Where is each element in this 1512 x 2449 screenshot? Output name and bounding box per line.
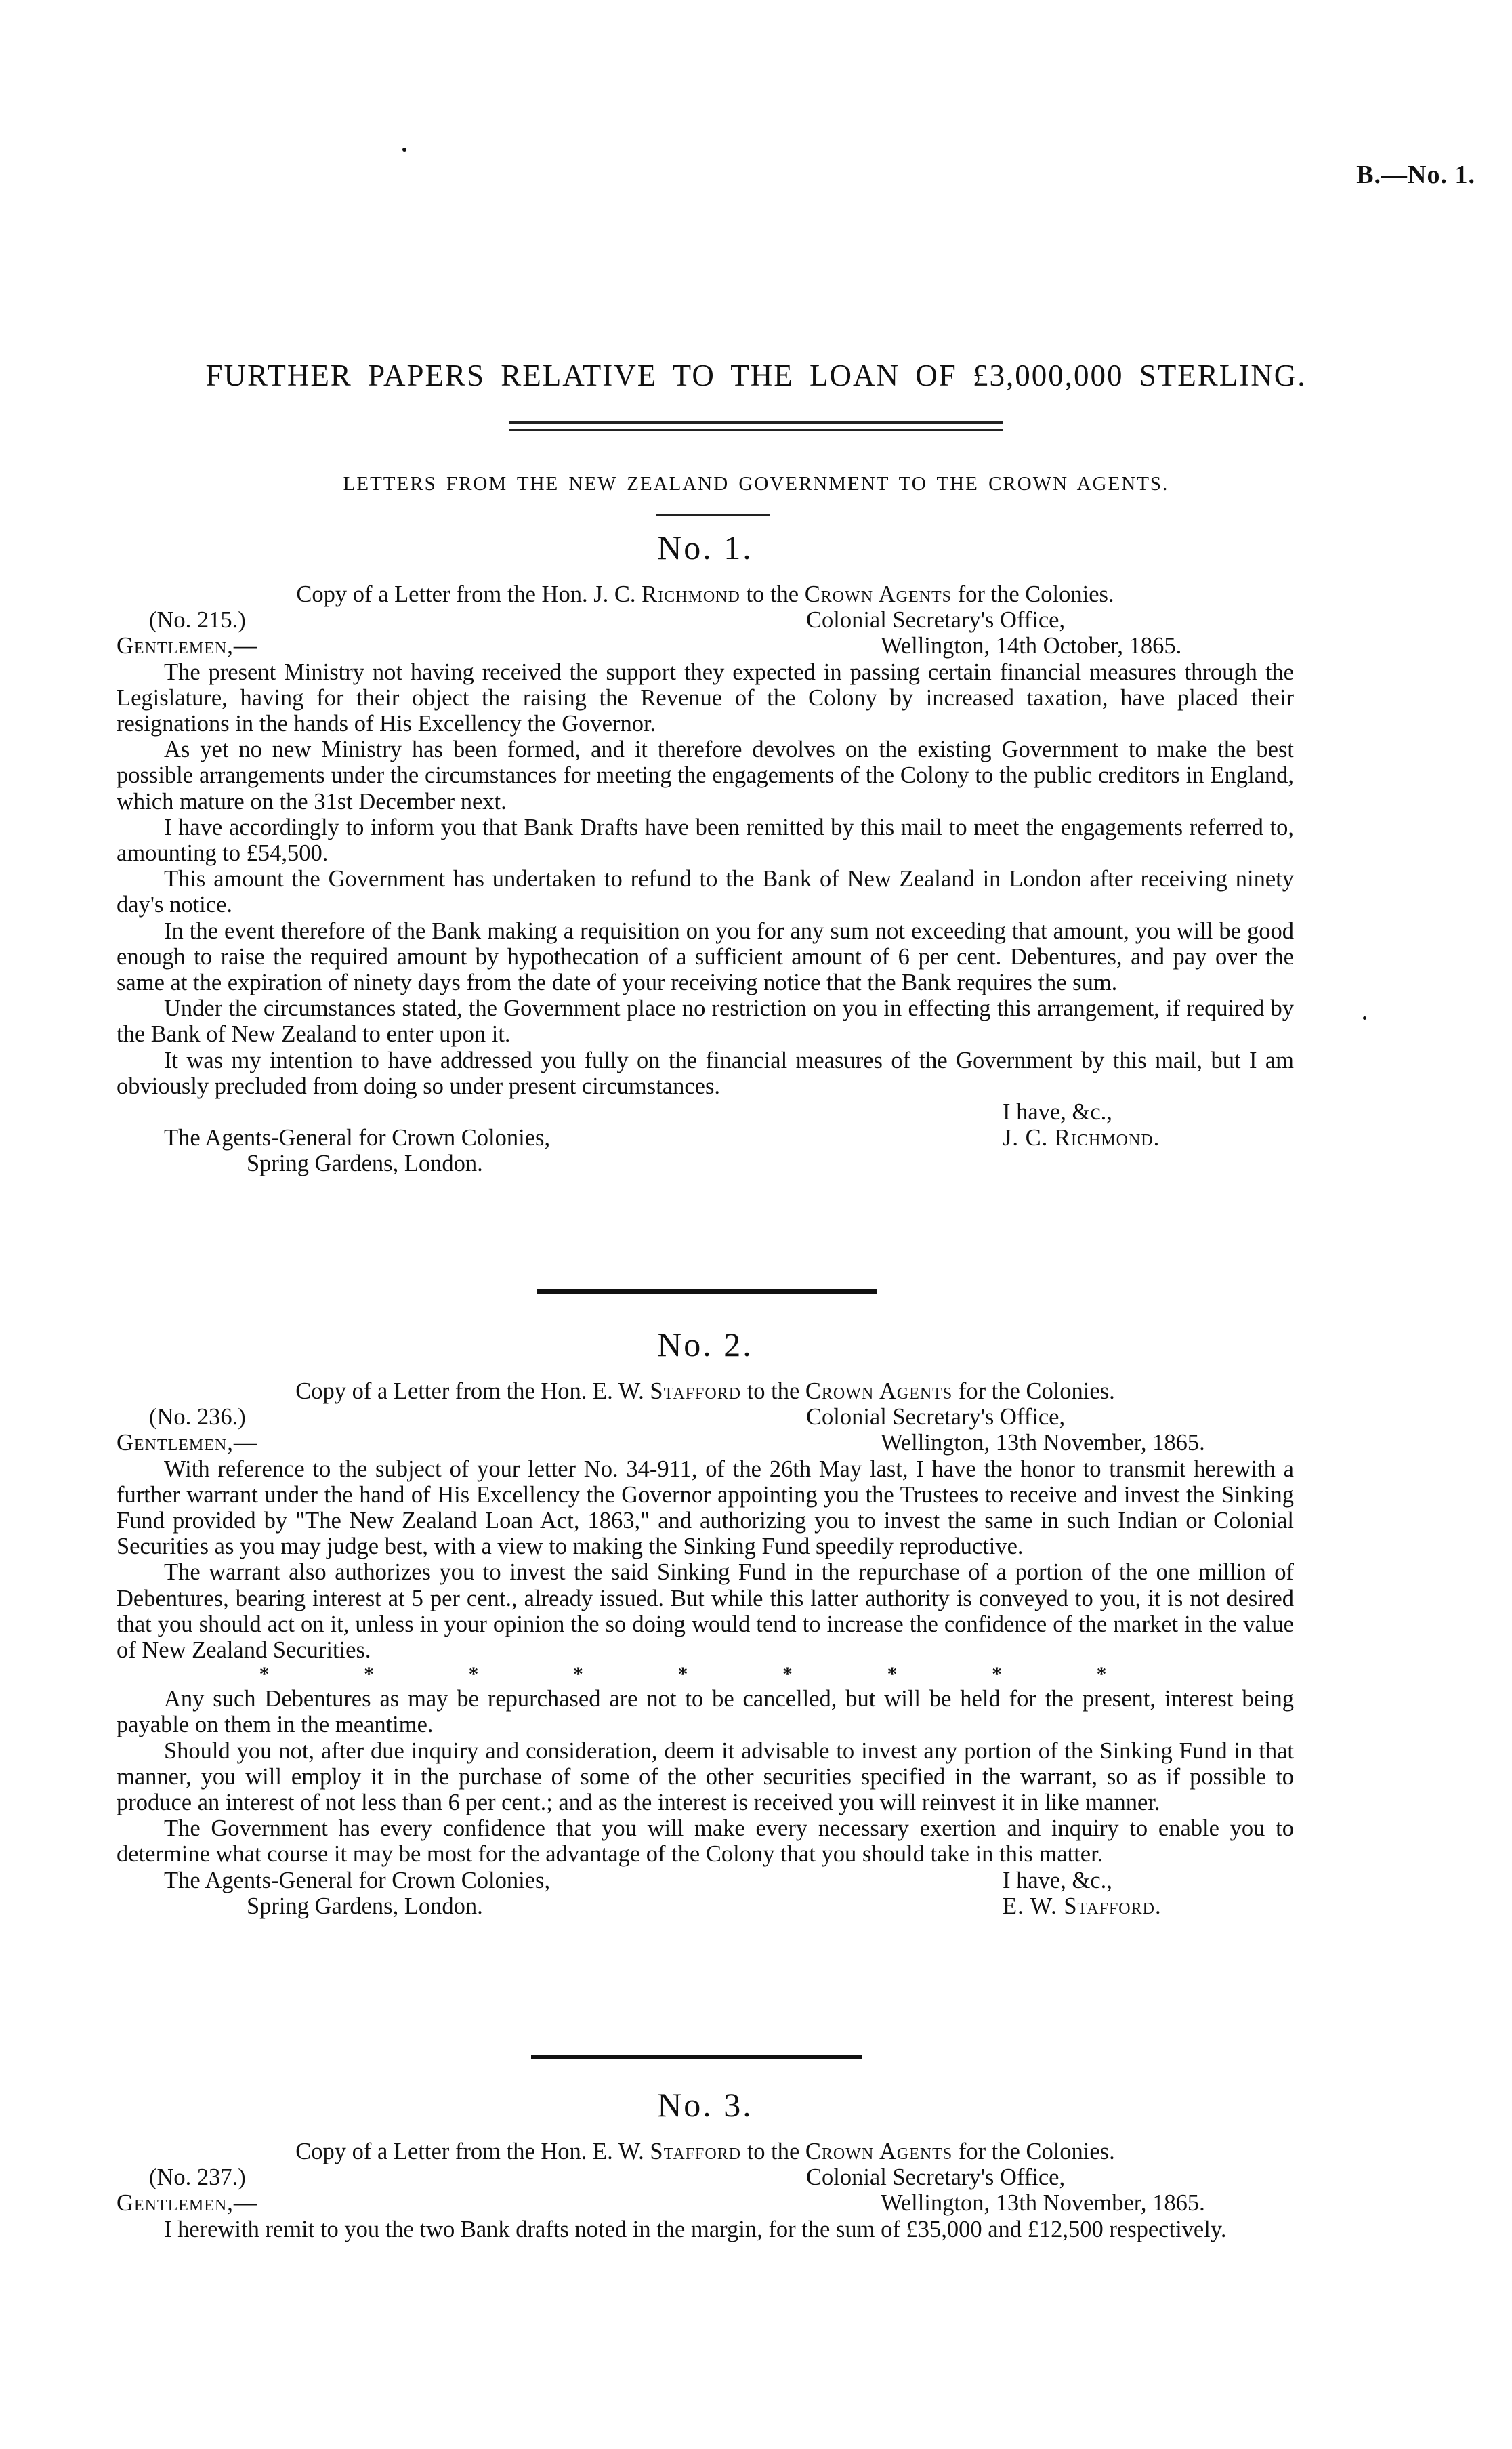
addressee-signature-row — [117, 1125, 1294, 1151]
scan-speck — [402, 148, 406, 152]
letter-meta — [117, 607, 1294, 633]
signature: E. W. Stafford. — [1003, 1893, 1162, 1919]
office-line: Colonial Secretary's Office, — [806, 1404, 1066, 1431]
document-subtitle: LETTERS FROM THE NEW ZEALAND GOVERNMENT TO THE CROWN AGENTS. — [343, 473, 1169, 495]
letter-number: No. 3. — [657, 2086, 753, 2124]
office-line: Colonial Secretary's Office, — [806, 2164, 1066, 2191]
subtitle-rule — [656, 514, 770, 516]
author-name: Stafford — [650, 1378, 742, 1404]
paragraph: In the event therefore of the Bank making a requisition on you for any sum not exceeding that amount, you will be good enough to raise the required amount by hypothecation of a sufficient amount of 6 per cent. Debentures, and pay over the same at the expiration of ninety days from the date of your receiving notice that the Bank requires the sum. — [117, 918, 1294, 996]
paragraph: Under the circumstances stated, the Government place no restriction on you in effecting this arrangement, if required by the Bank of New Zealand to enter upon it. — [117, 995, 1294, 1048]
recipient-name: Crown Agents — [805, 1378, 953, 1404]
letter-3 — [117, 2086, 1294, 2242]
reference-number: (No. 215.) — [149, 607, 246, 634]
letter-salutation-row — [117, 1430, 1294, 1456]
addressee-signature-row — [117, 1893, 1294, 1919]
scan-speck — [1363, 1016, 1366, 1020]
paragraph: The present Ministry not having received the support they expected in passing certain financial measures through the Legislature, having for their object the raising the Revenue of the Colony by increased taxation, have placed their resignations in the hands of His Excellency the Governor. — [117, 659, 1294, 737]
place-date: Wellington, 13th November, 1865. — [881, 2190, 1205, 2217]
paragraph: With reference to the subject of your letter No. 34-911, of the 26th May last, I have the honor to transmit herewith a further warrant under the hand of His Excellency the Governor appointing you the Trustees to receive and invest the Sinking Fund provided by "The New Zealand Loan Act, 1863," and authorizing you to invest the same in such Indian or Colonial Securities as you may judge best, with a view to making the Sinking Fund speedily reproductive. — [117, 1456, 1294, 1560]
letter-heading: Copy of a Letter from the Hon. E. W. Stafford to the Crown Agents for the Colonies. — [295, 1378, 1115, 1404]
section-divider — [531, 2055, 862, 2059]
letter-2 — [117, 1325, 1294, 1919]
reference-number: (No. 236.) — [149, 1404, 246, 1431]
paragraph: As yet no new Ministry has been formed, and it therefore devolves on the existing Government to make the best possible arrangements under the circumstances for meeting the engagements of the Colony to the public creditors in England, which mature on the 31st December next. — [117, 737, 1294, 815]
recipient-name: Crown Agents — [804, 581, 952, 607]
place-date: Wellington, 13th November, 1865. — [881, 1430, 1205, 1456]
omission-asterisks: * * * * * * * * * — [259, 1663, 1152, 1686]
letter-heading: Copy of a Letter from the Hon. E. W. Stafford to the Crown Agents for the Colonies. — [295, 2139, 1115, 2164]
addressee-closing-row — [117, 1868, 1294, 1893]
closing-formula: I have, &c., — [1003, 1867, 1112, 1893]
paragraph: This amount the Government has undertaken to refund to the Bank of New Zealand in London after receiving ninety day's notice. — [117, 866, 1294, 918]
letter-meta — [117, 2164, 1294, 2190]
title-double-rule — [509, 421, 1003, 431]
author-name: Stafford — [650, 2139, 742, 2164]
author-name: Richmond — [642, 581, 740, 607]
letter-number: No. 1. — [657, 529, 753, 567]
addressee-line: The Agents-General for Crown Colonies, — [164, 1867, 551, 1893]
page-reference: B.—No. 1. — [1356, 161, 1475, 189]
salutation: Gentlemen,— — [117, 633, 258, 659]
letter-meta — [117, 1404, 1294, 1430]
place-date: Wellington, 14th October, 1865. — [881, 633, 1182, 659]
document-title: FURTHER PAPERS RELATIVE TO THE LOAN OF £3,000,000 STERLING. — [205, 358, 1307, 392]
salutation: Gentlemen,— — [117, 2190, 258, 2217]
paragraph: It was my intention to have addressed you fully on the financial measures of the Government by this mail, but I am obviously precluded from doing so under present circumstances. — [117, 1047, 1294, 1099]
paragraph: I herewith remit to you the two Bank drafts noted in the margin, for the sum of £35,000 and £12,500 respectively. — [164, 2216, 1227, 2242]
closing-formula: I have, &c., — [1003, 1099, 1112, 1126]
paragraph: Any such Debentures as may be repurchased are not to be cancelled, but will be held for the present, interest being payable on them in the meantime. — [117, 1686, 1294, 1738]
letter-salutation-row — [117, 633, 1294, 659]
paragraph: The warrant also authorizes you to invest the said Sinking Fund in the repurchase of a portion of the one million of Debentures, bearing interest at 5 per cent., already issued. But while this latter authority is conveyed to you, it is not desired that you should act on it, unless in your opinion the so doing would tend to increase the confidence of the market in the value of New Zealand Securities. — [117, 1559, 1294, 1664]
recipient-name: Crown Agents — [805, 2139, 953, 2164]
office-line: Colonial Secretary's Office, — [806, 607, 1066, 634]
closing-block — [117, 1099, 1294, 1125]
letter-salutation-row — [117, 2190, 1294, 2216]
paragraph: Should you not, after due inquiry and consideration, deem it advisable to invest any portion of the Sinking Fund in that manner, you will employ it in the purchase of some of the other securities specified in the warrant, so as if possible to produce an interest of not less than 6 per cent.; and as the interest is received you will reinvest it in like manner. — [117, 1737, 1294, 1816]
addressee-line: Spring Gardens, London. — [247, 1151, 483, 1177]
letter-number: No. 2. — [657, 1325, 753, 1363]
salutation: Gentlemen,— — [117, 1430, 258, 1456]
reference-number: (No. 237.) — [149, 2164, 246, 2191]
addressee-line: The Agents-General for Crown Colonies, — [164, 1125, 551, 1151]
section-divider — [537, 1289, 877, 1294]
paragraph: I have accordingly to inform you that Bank Drafts have been remitted by this mail to meet the engagements referred to, amounting to £54,500. — [117, 814, 1294, 867]
letter-1 — [117, 529, 1294, 1177]
addressee-line: Spring Gardens, London. — [247, 1893, 483, 1919]
letter-heading: Copy of a Letter from the Hon. J. C. Richmond to the Crown Agents for the Colonies. — [296, 581, 1114, 607]
signature: J. C. Richmond. — [1003, 1125, 1160, 1151]
paragraph: The Government has every confidence that you will make every necessary exertion and inquiry to enable you to determine what course it may be most for the advantage of the Colony that you should take in this matter. — [117, 1815, 1294, 1868]
